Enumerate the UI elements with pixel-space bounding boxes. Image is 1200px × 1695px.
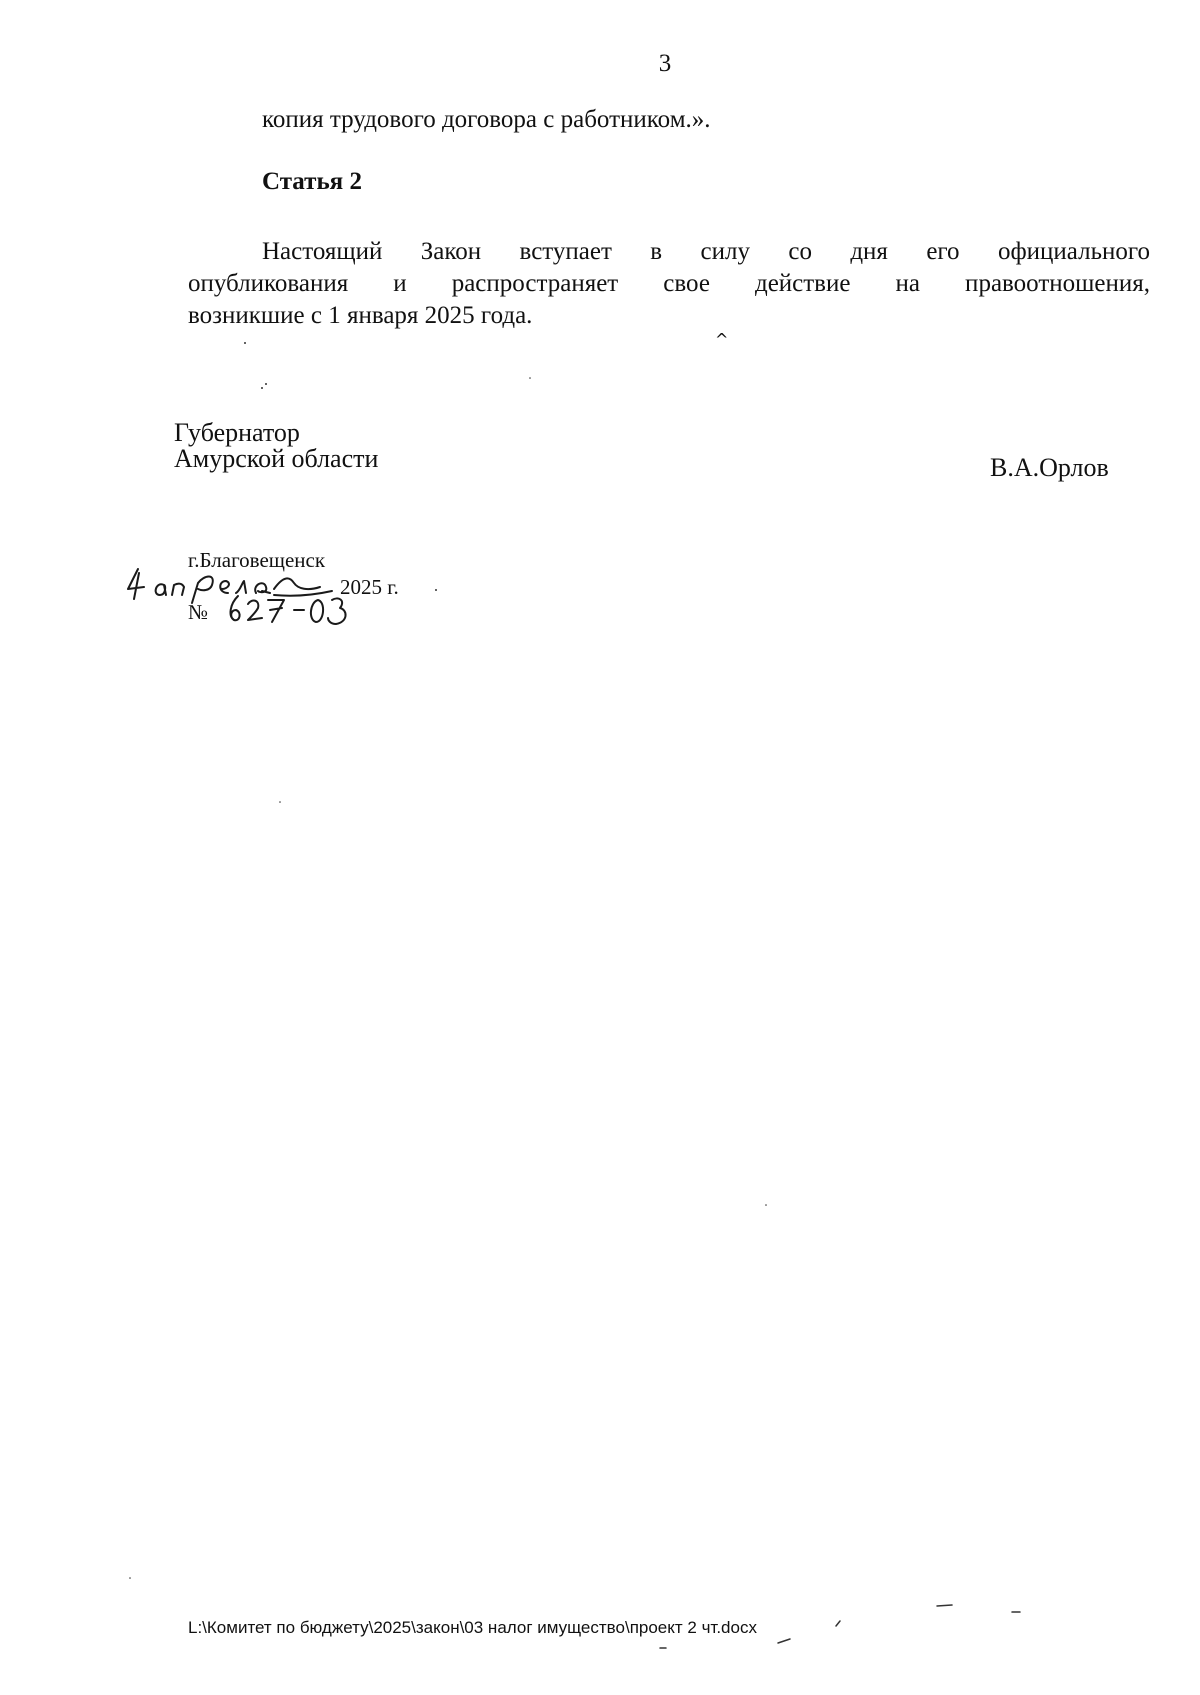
number-sign: № xyxy=(188,600,209,624)
article2-heading: Статья 2 xyxy=(262,168,362,195)
governor-title-line-1: Губернатор xyxy=(174,418,300,447)
year-suffix: 2025 г. xyxy=(340,575,399,599)
governor-title-line-2: Амурской области xyxy=(174,444,379,473)
article2-line-2: опубликования и распространяет свое действие на правоотношения, xyxy=(188,270,1150,297)
page-number: 3 xyxy=(658,50,672,77)
article1-tail-text: копия трудового договора с работником.». xyxy=(262,106,711,133)
city-name: г.Благовещенск xyxy=(188,548,326,572)
caret-mark: ^ xyxy=(715,330,729,349)
article2-line-1: Настоящий Закон вступает в силу со дня его официального xyxy=(262,238,1150,265)
governor-name: В.А.Орлов xyxy=(990,453,1109,482)
article2-line-3: возникшие с 1 января 2025 года. xyxy=(188,302,533,329)
footer-file-path: L:\Комитет по бюджету\2025\закон\03 налог имущество\проект 2 чт.docx xyxy=(188,1618,757,1637)
